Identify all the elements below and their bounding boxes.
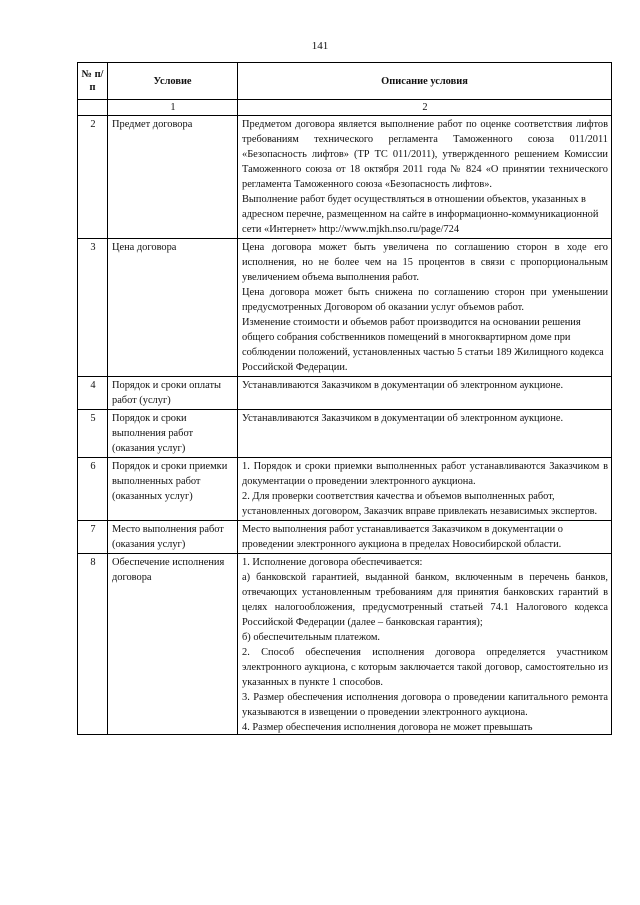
description-paragraph: 2. Для проверки соответствия качества и объемов выполненных работ, установленных договором, Заказчик вправе привлекать независимых экспертов. — [242, 491, 598, 517]
row-description — [238, 458, 612, 521]
table-row — [78, 521, 612, 554]
conditions-table — [77, 62, 612, 735]
header-num: № п/п — [78, 63, 108, 100]
description-paragraph: Цена договора может быть снижена по соглашению сторон при уменьшении предусмотренных Договором об оказании услуг объемов работ. — [242, 287, 608, 313]
description-paragraph: Предметом договора является выполнение работ по оценке соответствия лифтов требованиям технического регламента Таможенного союза 011/2011 «Безопасность лифтов» (ТР ТС 011/2011), утвержденного решением Комиссии Таможенного союза от 18 октября 2011 года № 824 «О принятии технического регламента Таможенного союза «Безопасность лифтов». — [242, 119, 608, 190]
description-paragraph: 3. Размер обеспечения исполнения договора о проведении капитального ремонта указываются в извещении о проведении электронного аукциона. — [242, 692, 608, 718]
column-number-2: 2 — [238, 100, 612, 116]
description-paragraph: 1. Исполнение договора обеспечивается: — [242, 557, 423, 568]
description-paragraph: б) обеспечительным платежом. — [242, 632, 380, 643]
row-condition: Место выполнения работ (оказания услуг) — [108, 521, 238, 554]
row-description — [238, 521, 612, 554]
row-number: 2 — [78, 116, 108, 239]
table-row — [78, 458, 612, 521]
page-number: 141 — [311, 40, 329, 52]
column-number-1: 1 — [108, 100, 238, 116]
header-description: Описание условия — [238, 63, 612, 100]
description-paragraph: 4. Размер обеспечения исполнения договора не может превышать — [242, 722, 533, 733]
column-number-blank — [78, 100, 108, 116]
table-row — [78, 116, 612, 239]
description-paragraph: Выполнение работ будет осуществляться в отношении объектов, указанных в адресном перечне, размещенном на сайте в информационно-коммуникационной сети «Интернет» http://www.mjkh.nso.ru/page/724 — [242, 194, 599, 235]
row-description — [238, 410, 612, 458]
row-condition: Порядок и сроки выполнения работ (оказания услуг) — [108, 410, 238, 458]
table-header-row — [78, 63, 612, 100]
row-description — [238, 377, 612, 410]
description-paragraph: Устанавливаются Заказчиком в документации об электронном аукционе. — [242, 380, 564, 391]
row-number: 6 — [78, 458, 108, 521]
table-row — [78, 554, 612, 735]
description-paragraph: Цена договора может быть увеличена по соглашению сторон в ходе его исполнения, но не более чем на 15 процентов в связи с пропорциональным увеличением объема выполнения работ. — [242, 242, 608, 283]
column-number-row — [78, 100, 612, 116]
row-number: 8 — [78, 554, 108, 735]
row-number: 3 — [78, 239, 108, 377]
header-condition: Условие — [108, 63, 238, 100]
description-paragraph: Место выполнения работ устанавливается Заказчиком в документации о проведении электронного аукциона в пределах Новосибирской области. — [242, 524, 563, 550]
row-number: 5 — [78, 410, 108, 458]
table-row — [78, 239, 612, 377]
description-paragraph: Изменение стоимости и объемов работ производится на основании решения общего собрания собственников помещений в многоквартирном доме при соблюдении положений, установленных частью 5 статьи 189 Жилищного кодекса Российской Федерации. — [242, 317, 604, 373]
row-description — [238, 116, 612, 239]
description-paragraph: Устанавливаются Заказчиком в документации об электронном аукционе. — [242, 413, 564, 424]
description-paragraph: 1. Порядок и сроки приемки выполненных работ устанавливаются Заказчиком в документации о проведении электронного аукциона. — [242, 461, 608, 487]
row-condition: Порядок и сроки приемки выполненных работ (оказанных услуг) — [108, 458, 238, 521]
table-row — [78, 377, 612, 410]
table-row — [78, 410, 612, 458]
row-description — [238, 239, 612, 377]
description-paragraph: а) банковской гарантией, выданной банком, включенным в перечень банков, отвечающих установленным требованиям для принятия банковских гарантий в целях налогообложения, предусмотренный статьей 74.1 Налогового кодекса Российской Федерации (далее – банковская гарантия); — [242, 572, 608, 628]
row-condition: Цена договора — [108, 239, 238, 377]
row-condition: Обеспечение исполнения договора — [108, 554, 238, 735]
row-condition: Предмет договора — [108, 116, 238, 239]
row-number: 4 — [78, 377, 108, 410]
row-condition: Порядок и сроки оплаты работ (услуг) — [108, 377, 238, 410]
description-paragraph: 2. Способ обеспечения исполнения договора определяется участником электронного аукциона, с которым заключается такой договор, самостоятельно из указанных в пункте 1 способов. — [242, 647, 608, 688]
row-number: 7 — [78, 521, 108, 554]
row-description — [238, 554, 612, 735]
